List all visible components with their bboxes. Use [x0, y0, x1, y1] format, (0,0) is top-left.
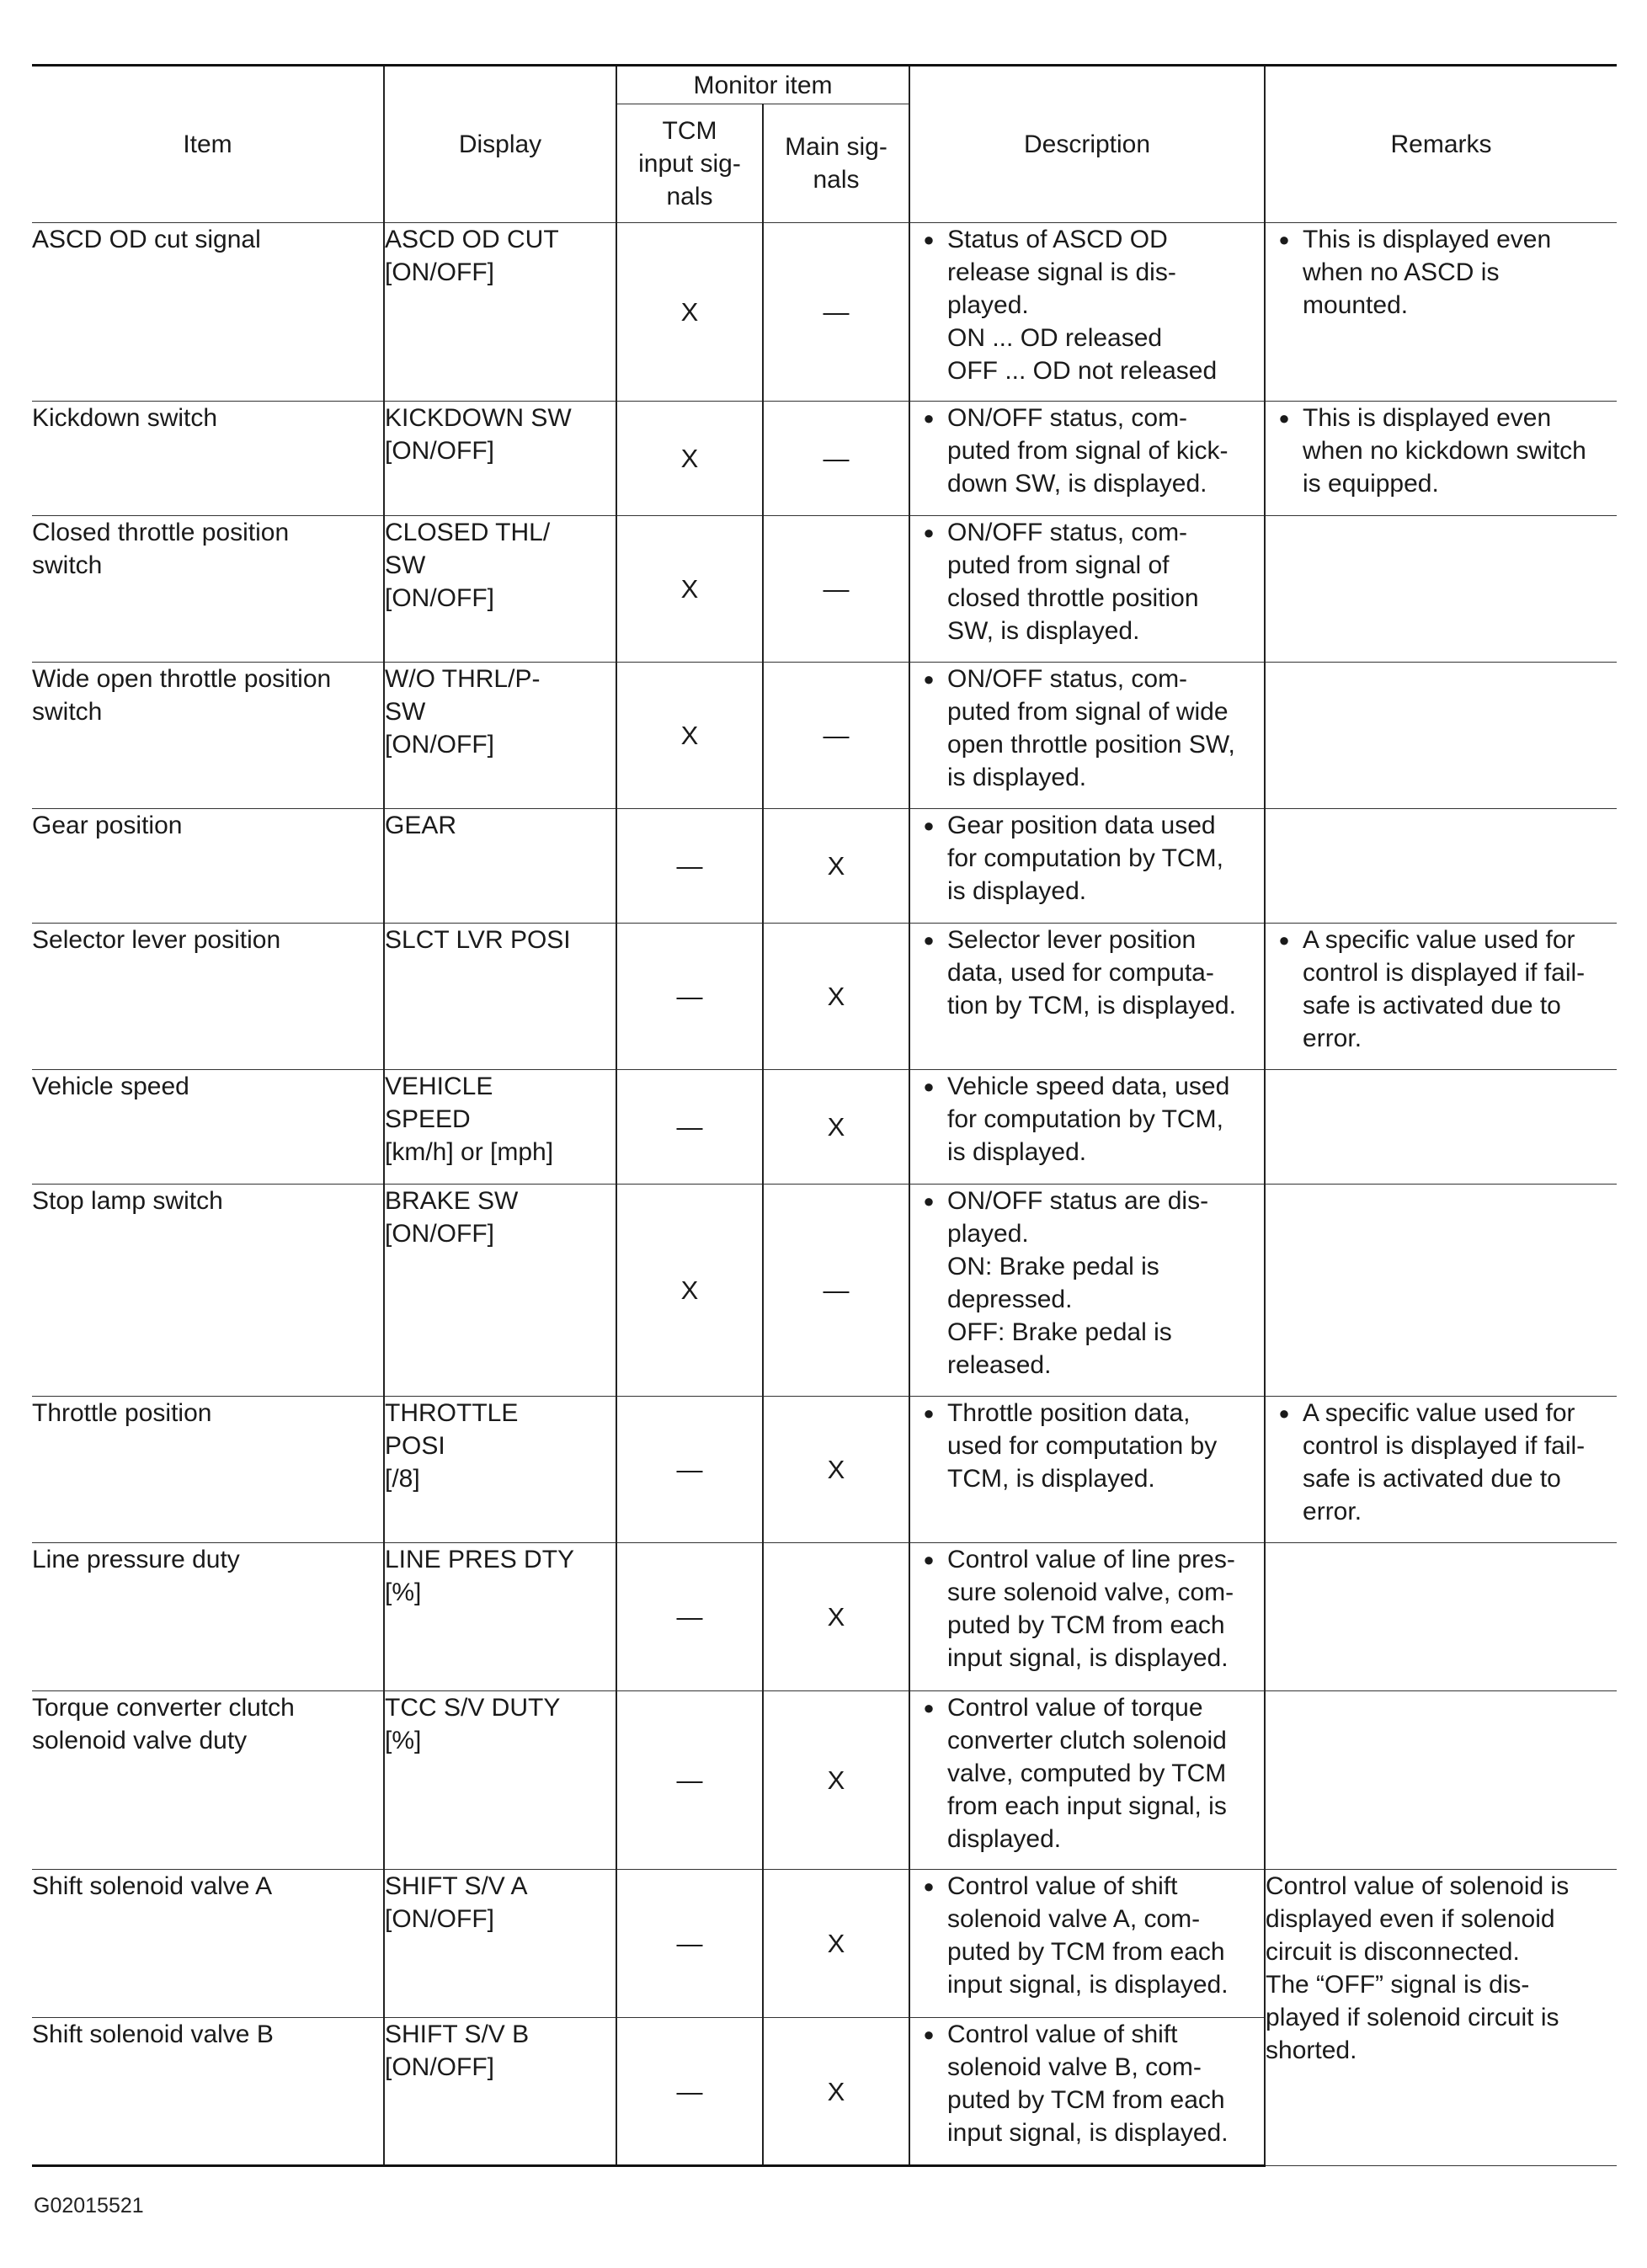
main-mark: X	[763, 1870, 909, 2018]
item-cell: Vehicle speed	[32, 1070, 384, 1185]
description-text: ON/OFF status, com- puted from signal of closed throttle position SW, is displayed.	[947, 519, 1199, 645]
description-text: Control value of shift solenoid valve B, com- puted by TCM from each input signal, is displayed.	[947, 2020, 1229, 2147]
bullet-icon: ●	[923, 1697, 935, 1718]
remarks-cell	[1265, 516, 1617, 663]
main-mark: X	[763, 1543, 909, 1691]
description-text: Control value of shift solenoid valve A, com- puted by TCM from each input signal, is displayed.	[947, 1872, 1229, 1999]
description-cell	[909, 1870, 1265, 2018]
description-text: ON/OFF status are dis- played. ON: Brake pedal is depressed. OFF: Brake pedal is released.	[947, 1187, 1209, 1379]
description-text: ON/OFF status, com- puted from signal of kick- down SW, is displayed.	[947, 404, 1229, 498]
display-cell: ASCD OD CUT [ON/OFF]	[384, 223, 616, 402]
main-mark: —	[763, 1185, 909, 1397]
display-cell: TCC S/V DUTY [%]	[384, 1691, 616, 1870]
tcm-mark: X	[616, 402, 763, 516]
item-cell: Line pressure duty	[32, 1543, 384, 1691]
bullet-icon: ●	[923, 407, 935, 429]
item-cell: Closed throttle position switch	[32, 516, 384, 663]
bullet-icon: ●	[923, 668, 935, 689]
tcm-mark: —	[616, 2018, 763, 2166]
tcm-mark: —	[616, 924, 763, 1070]
main-mark: X	[763, 1070, 909, 1185]
remarks-cell	[1265, 402, 1617, 516]
remarks-text: This is displayed even when no ASCD is mounted.	[1303, 226, 1552, 319]
tcm-mark: —	[616, 1397, 763, 1543]
header-monitor-item: Monitor item	[616, 66, 909, 104]
bullet-icon: ●	[923, 1549, 935, 1570]
description-cell	[909, 223, 1265, 402]
tcm-mark: X	[616, 1185, 763, 1397]
remarks-cell	[1265, 1397, 1617, 1543]
main-mark: —	[763, 223, 909, 402]
item-cell: Torque converter clutch solenoid valve duty	[32, 1691, 384, 1870]
description-text: Control value of line pres- sure solenoid valve, com- puted by TCM from each input signal, is displayed.	[947, 1546, 1235, 1672]
display-cell: SLCT LVR POSI	[384, 924, 616, 1070]
main-mark: —	[763, 516, 909, 663]
item-cell: Stop lamp switch	[32, 1185, 384, 1397]
bullet-icon: ●	[1278, 929, 1290, 950]
description-cell	[909, 1543, 1265, 1691]
bullet-icon: ●	[923, 815, 935, 836]
remarks-cell	[1265, 809, 1617, 924]
main-mark: —	[763, 402, 909, 516]
description-text: ON/OFF status, com- puted from signal of wide open throttle position SW, is displayed.	[947, 665, 1235, 791]
item-cell: Wide open throttle position switch	[32, 663, 384, 809]
remarks-text: A specific value used for control is displayed if fail- safe is activated due to error.	[1303, 1399, 1586, 1525]
display-cell: W/O THRL/P- SW [ON/OFF]	[384, 663, 616, 809]
item-cell: ASCD OD cut signal	[32, 223, 384, 402]
bullet-icon: ●	[923, 1403, 935, 1424]
remarks-cell	[1265, 1070, 1617, 1185]
description-cell	[909, 2018, 1265, 2166]
bullet-icon: ●	[1278, 407, 1290, 429]
header-description: Description	[909, 66, 1265, 223]
remarks-cell	[1265, 663, 1617, 809]
description-text: Selector lever position data, used for computa- tion by TCM, is displayed.	[947, 926, 1236, 1020]
description-text: Throttle position data, used for computation by TCM, is displayed.	[947, 1399, 1218, 1493]
description-text: Gear position data used for computation by TCM, is displayed.	[947, 812, 1223, 905]
bullet-icon: ●	[923, 522, 935, 543]
tcm-mark: —	[616, 1543, 763, 1691]
item-cell: Shift solenoid valve A	[32, 1870, 384, 2018]
tcm-mark: —	[616, 1870, 763, 2018]
description-cell	[909, 1397, 1265, 1543]
display-cell: GEAR	[384, 809, 616, 924]
tcm-mark: —	[616, 1691, 763, 1870]
tcm-mark: —	[616, 1070, 763, 1185]
item-cell: Throttle position	[32, 1397, 384, 1543]
item-cell: Gear position	[32, 809, 384, 924]
description-text: Status of ASCD OD release signal is dis- played. ON ... OD released OFF ... OD not released	[947, 226, 1218, 385]
description-text: Control value of torque converter clutch solenoid valve, computed by TCM from each input signal, is displayed.	[947, 1694, 1227, 1853]
main-mark: X	[763, 809, 909, 924]
display-cell: KICKDOWN SW [ON/OFF]	[384, 402, 616, 516]
figure-code: G02015521	[34, 2194, 144, 2217]
bullet-icon: ●	[923, 929, 935, 950]
header-tcm-input-signals: TCM input sig- nals	[616, 104, 763, 223]
item-cell: Kickdown switch	[32, 402, 384, 516]
header-main-signals: Main sig- nals	[763, 104, 909, 223]
header-remarks: Remarks	[1265, 66, 1617, 223]
description-text: Vehicle speed data, used for computation by TCM, is displayed.	[947, 1073, 1230, 1166]
bullet-icon: ●	[1278, 1403, 1290, 1424]
header-item: Item	[32, 66, 384, 223]
display-cell: THROTTLE POSI [/8]	[384, 1397, 616, 1543]
main-mark: —	[763, 663, 909, 809]
main-mark: X	[763, 1691, 909, 1870]
remarks-cell-shift-solenoid: Control value of solenoid is displayed even if solenoid circuit is disconnected. The “OFF” signal is dis- played if solenoid circuit is shorted.	[1265, 1870, 1617, 2166]
tcm-mark: X	[616, 223, 763, 402]
remarks-text: A specific value used for control is displayed if fail- safe is activated due to error.	[1303, 926, 1586, 1052]
description-cell	[909, 1070, 1265, 1185]
main-mark: X	[763, 924, 909, 1070]
bullet-icon: ●	[923, 2024, 935, 2045]
description-cell	[909, 1691, 1265, 1870]
tcm-mark: X	[616, 516, 763, 663]
bullet-icon: ●	[923, 229, 935, 250]
header-display: Display	[384, 66, 616, 223]
display-cell: LINE PRES DTY [%]	[384, 1543, 616, 1691]
description-cell	[909, 809, 1265, 924]
item-cell: Shift solenoid valve B	[32, 2018, 384, 2166]
remarks-cell	[1265, 1543, 1617, 1691]
item-cell: Selector lever position	[32, 924, 384, 1070]
remarks-cell	[1265, 1185, 1617, 1397]
monitor-item-table	[32, 64, 1617, 2167]
bullet-icon: ●	[1278, 229, 1290, 250]
remarks-text: This is displayed even when no kickdown switch is equipped.	[1303, 404, 1586, 498]
remarks-cell	[1265, 924, 1617, 1070]
display-cell: CLOSED THL/ SW [ON/OFF]	[384, 516, 616, 663]
bullet-icon: ●	[923, 1190, 935, 1211]
display-cell: SHIFT S/V B [ON/OFF]	[384, 2018, 616, 2166]
tcm-mark: —	[616, 809, 763, 924]
description-cell	[909, 663, 1265, 809]
display-cell: VEHICLE SPEED [km/h] or [mph]	[384, 1070, 616, 1185]
remarks-cell	[1265, 223, 1617, 402]
main-mark: X	[763, 1397, 909, 1543]
bullet-icon: ●	[923, 1076, 935, 1097]
display-cell: BRAKE SW [ON/OFF]	[384, 1185, 616, 1397]
tcm-mark: X	[616, 663, 763, 809]
display-cell: SHIFT S/V A [ON/OFF]	[384, 1870, 616, 2018]
description-cell	[909, 1185, 1265, 1397]
description-cell	[909, 402, 1265, 516]
remarks-cell	[1265, 1691, 1617, 1870]
main-mark: X	[763, 2018, 909, 2166]
description-cell	[909, 516, 1265, 663]
bullet-icon: ●	[923, 1876, 935, 1897]
description-cell	[909, 924, 1265, 1070]
